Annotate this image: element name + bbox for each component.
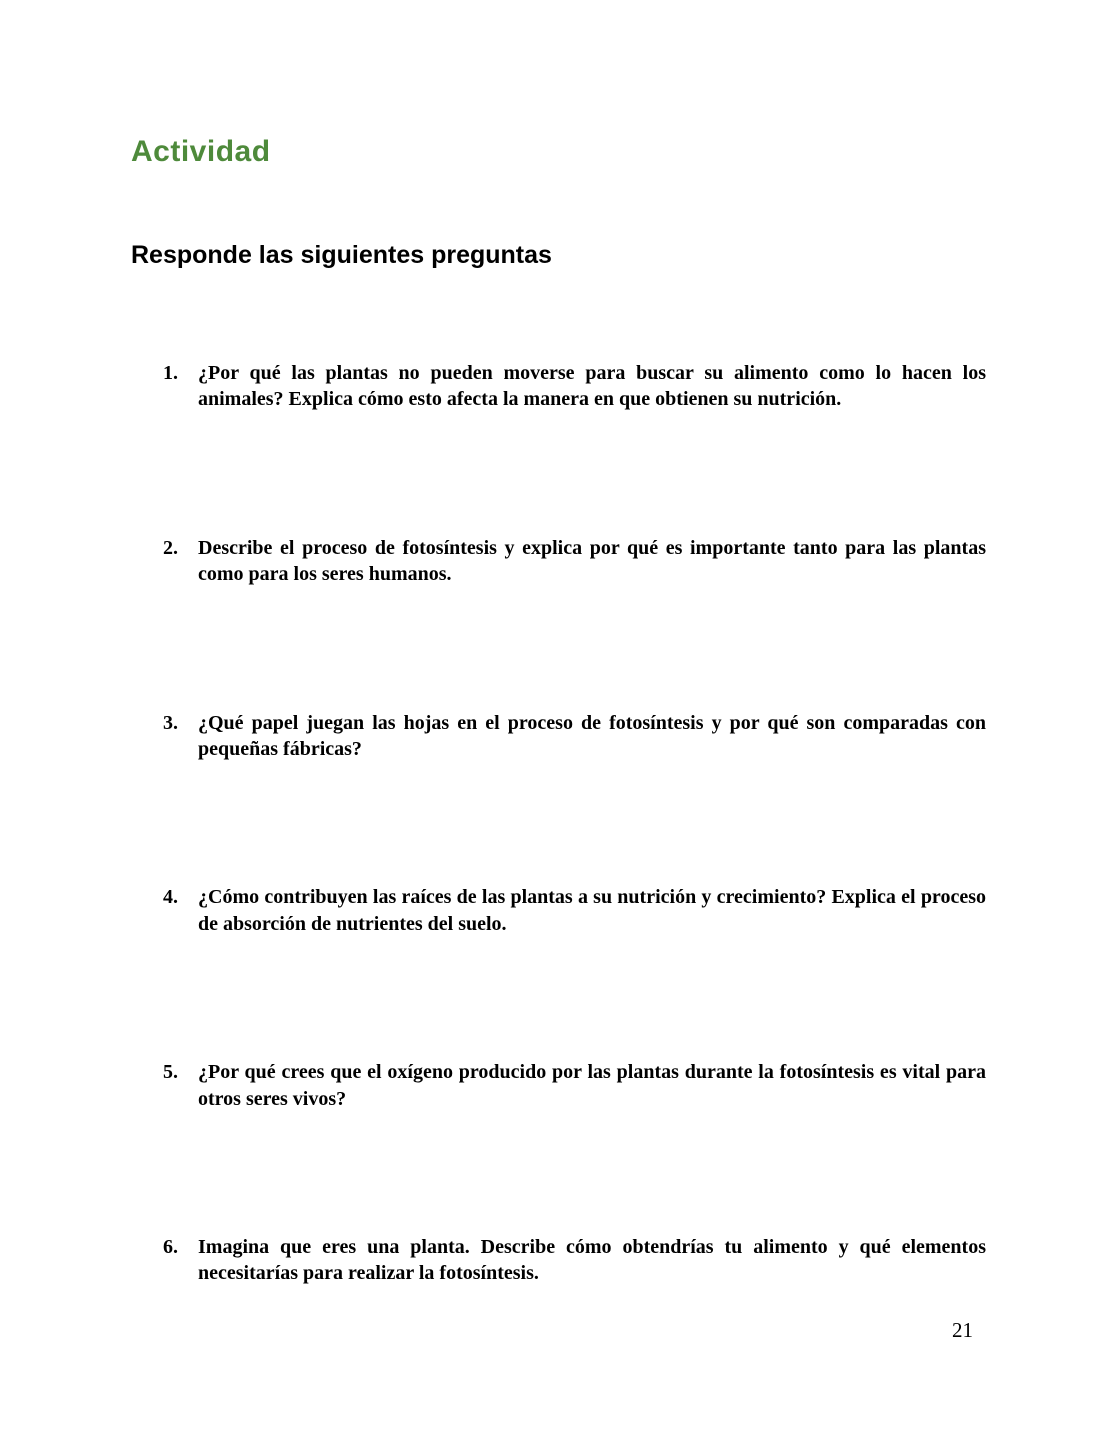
question-item	[163, 360, 986, 413]
question-number: 6.	[163, 1235, 178, 1258]
question-item	[163, 535, 986, 588]
question-item	[163, 710, 986, 763]
question-item	[163, 1234, 986, 1287]
question-number: 1.	[163, 362, 178, 384]
question-number: 3.	[163, 711, 178, 734]
question-number: 4.	[163, 886, 178, 909]
question-text: ¿Cómo contribuyen las raíces de las plantas a su nutrición y crecimiento? Explica el proceso de absorción de nutrientes del suelo.	[198, 886, 986, 935]
section-subtitle: Responde las siguientes preguntas	[131, 241, 552, 269]
questions-list	[163, 360, 986, 1287]
question-text: Imagina que eres una planta. Describe cómo obtendrías tu alimento y qué elementos necesitarías para realizar la fotosíntesis.	[198, 1235, 986, 1285]
question-text: ¿Por qué crees que el oxígeno producido por las plantas durante la fotosíntesis es vital para otros seres vivos?	[198, 1061, 986, 1110]
question-text: ¿Qué papel juegan las hojas en el proceso de fotosíntesis y por qué son comparadas con pequeñas fábricas?	[198, 711, 986, 760]
question-text: ¿Por qué las plantas no pueden moverse para buscar su alimento como lo hacen los animales? Explica cómo esto afecta la manera en que obtienen su nutrición.	[198, 362, 986, 411]
question-text: Describe el proceso de fotosíntesis y explica por qué es importante tanto para las plantas como para los seres humanos.	[198, 536, 986, 586]
page-title: Actividad	[131, 135, 271, 168]
question-number: 2.	[163, 536, 178, 559]
question-number: 5.	[163, 1061, 178, 1084]
question-item	[163, 1059, 986, 1112]
page-number: 21	[952, 1318, 973, 1342]
question-item	[163, 884, 986, 937]
